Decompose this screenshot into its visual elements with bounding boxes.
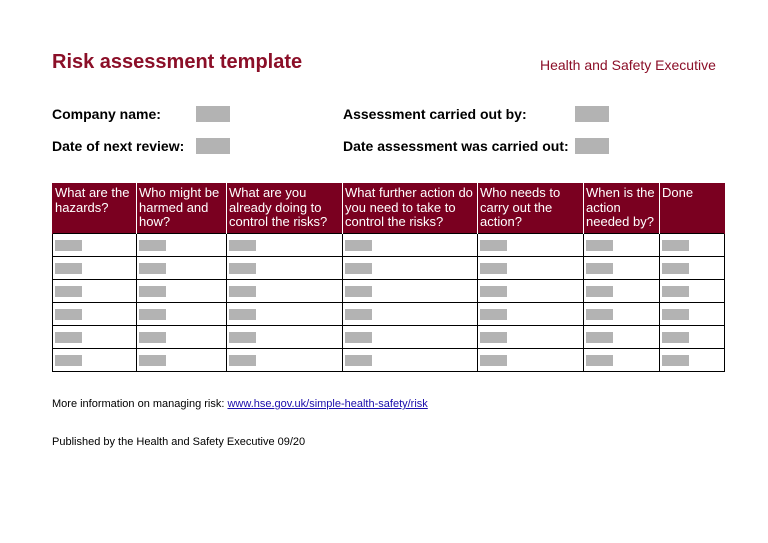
table-cell[interactable]	[478, 349, 584, 372]
risk-table-body	[53, 234, 725, 372]
cell-placeholder	[139, 263, 166, 274]
cell-placeholder	[229, 332, 256, 343]
cell-placeholder	[55, 286, 82, 297]
cell-placeholder	[229, 309, 256, 320]
table-cell[interactable]	[53, 349, 137, 372]
table-cell[interactable]	[478, 303, 584, 326]
cell-placeholder	[345, 240, 372, 251]
table-cell[interactable]	[343, 303, 478, 326]
cell-placeholder	[139, 309, 166, 320]
cell-placeholder	[229, 286, 256, 297]
table-cell[interactable]	[53, 257, 137, 280]
company-name-field[interactable]	[196, 106, 230, 122]
cell-placeholder	[586, 332, 613, 343]
assessment-date-label: Date assessment was carried out:	[343, 138, 569, 154]
table-cell[interactable]	[660, 349, 725, 372]
cell-placeholder	[586, 355, 613, 366]
next-review-field[interactable]	[196, 138, 230, 154]
header-when-needed: When is the action needed by?	[584, 184, 660, 234]
table-cell[interactable]	[584, 257, 660, 280]
table-cell[interactable]	[584, 234, 660, 257]
table-cell[interactable]	[227, 326, 343, 349]
cell-placeholder	[55, 240, 82, 251]
header-done: Done	[660, 184, 725, 234]
assessment-by-label: Assessment carried out by:	[343, 106, 527, 122]
cell-placeholder	[586, 309, 613, 320]
table-cell[interactable]	[343, 280, 478, 303]
company-name-label: Company name:	[52, 106, 161, 122]
table-cell[interactable]	[660, 280, 725, 303]
table-cell[interactable]	[53, 326, 137, 349]
table-cell[interactable]	[660, 303, 725, 326]
table-cell[interactable]	[343, 349, 478, 372]
cell-placeholder	[345, 263, 372, 274]
cell-placeholder	[586, 286, 613, 297]
cell-placeholder	[345, 355, 372, 366]
table-cell[interactable]	[227, 234, 343, 257]
table-cell[interactable]	[137, 257, 227, 280]
cell-placeholder	[662, 309, 689, 320]
table-cell[interactable]	[660, 234, 725, 257]
cell-placeholder	[480, 240, 507, 251]
cell-placeholder	[345, 332, 372, 343]
cell-placeholder	[139, 355, 166, 366]
table-cell[interactable]	[660, 257, 725, 280]
table-cell[interactable]	[53, 303, 137, 326]
table-cell[interactable]	[227, 257, 343, 280]
cell-placeholder	[229, 355, 256, 366]
table-cell[interactable]	[584, 349, 660, 372]
cell-placeholder	[55, 355, 82, 366]
table-cell[interactable]	[478, 257, 584, 280]
page-title: Risk assessment template	[52, 51, 303, 73]
cell-placeholder	[662, 263, 689, 274]
cell-placeholder	[662, 355, 689, 366]
cell-placeholder	[55, 263, 82, 274]
cell-placeholder	[139, 286, 166, 297]
table-cell[interactable]	[137, 280, 227, 303]
header-who-harmed: Who might be harmed and how?	[137, 184, 227, 234]
cell-placeholder	[229, 263, 256, 274]
table-cell[interactable]	[227, 280, 343, 303]
table-row	[53, 280, 725, 303]
table-cell[interactable]	[343, 234, 478, 257]
table-header-row	[53, 184, 725, 234]
table-cell[interactable]	[478, 234, 584, 257]
next-review-label: Date of next review:	[52, 138, 185, 154]
more-info-text: More information on managing risk:	[52, 398, 228, 410]
table-cell[interactable]	[478, 280, 584, 303]
table-cell[interactable]	[660, 326, 725, 349]
table-cell[interactable]	[584, 303, 660, 326]
cell-placeholder	[480, 332, 507, 343]
table-row	[53, 257, 725, 280]
table-cell[interactable]	[584, 326, 660, 349]
table-cell[interactable]	[227, 303, 343, 326]
cell-placeholder	[55, 332, 82, 343]
cell-placeholder	[586, 240, 613, 251]
header-current-controls: What are you already doing to control the risks?	[227, 184, 343, 234]
cell-placeholder	[662, 240, 689, 251]
table-cell[interactable]	[137, 326, 227, 349]
cell-placeholder	[55, 309, 82, 320]
risk-table	[52, 183, 725, 372]
cell-placeholder	[139, 332, 166, 343]
cell-placeholder	[480, 309, 507, 320]
table-cell[interactable]	[53, 280, 137, 303]
table-cell[interactable]	[227, 349, 343, 372]
table-cell[interactable]	[343, 326, 478, 349]
cell-placeholder	[586, 263, 613, 274]
more-info-link[interactable]: www.hse.gov.uk/simple-health-safety/risk	[227, 398, 428, 410]
cell-placeholder	[480, 355, 507, 366]
cell-placeholder	[662, 332, 689, 343]
cell-placeholder	[229, 240, 256, 251]
cell-placeholder	[480, 286, 507, 297]
table-cell[interactable]	[584, 280, 660, 303]
table-cell[interactable]	[137, 234, 227, 257]
table-cell[interactable]	[137, 349, 227, 372]
header-further-action: What further action do you need to take to control the risks?	[343, 184, 478, 234]
cell-placeholder	[345, 309, 372, 320]
cell-placeholder	[345, 286, 372, 297]
cell-placeholder	[662, 286, 689, 297]
assessment-by-field[interactable]	[575, 106, 609, 122]
cell-placeholder	[139, 240, 166, 251]
organisation-name: Health and Safety Executive	[540, 57, 716, 73]
cell-placeholder	[480, 263, 507, 274]
table-cell[interactable]	[343, 257, 478, 280]
table-cell[interactable]	[53, 234, 137, 257]
table-cell[interactable]	[137, 303, 227, 326]
table-row	[53, 234, 725, 257]
more-info	[52, 398, 428, 410]
published-note: Published by the Health and Safety Executive 09/20	[52, 436, 306, 448]
assessment-date-field[interactable]	[575, 138, 609, 154]
header-hazards: What are the hazards?	[53, 184, 137, 234]
table-cell[interactable]	[478, 326, 584, 349]
table-row	[53, 326, 725, 349]
header-who-acts: Who needs to carry out the action?	[478, 184, 584, 234]
table-row	[53, 349, 725, 372]
table-row	[53, 303, 725, 326]
